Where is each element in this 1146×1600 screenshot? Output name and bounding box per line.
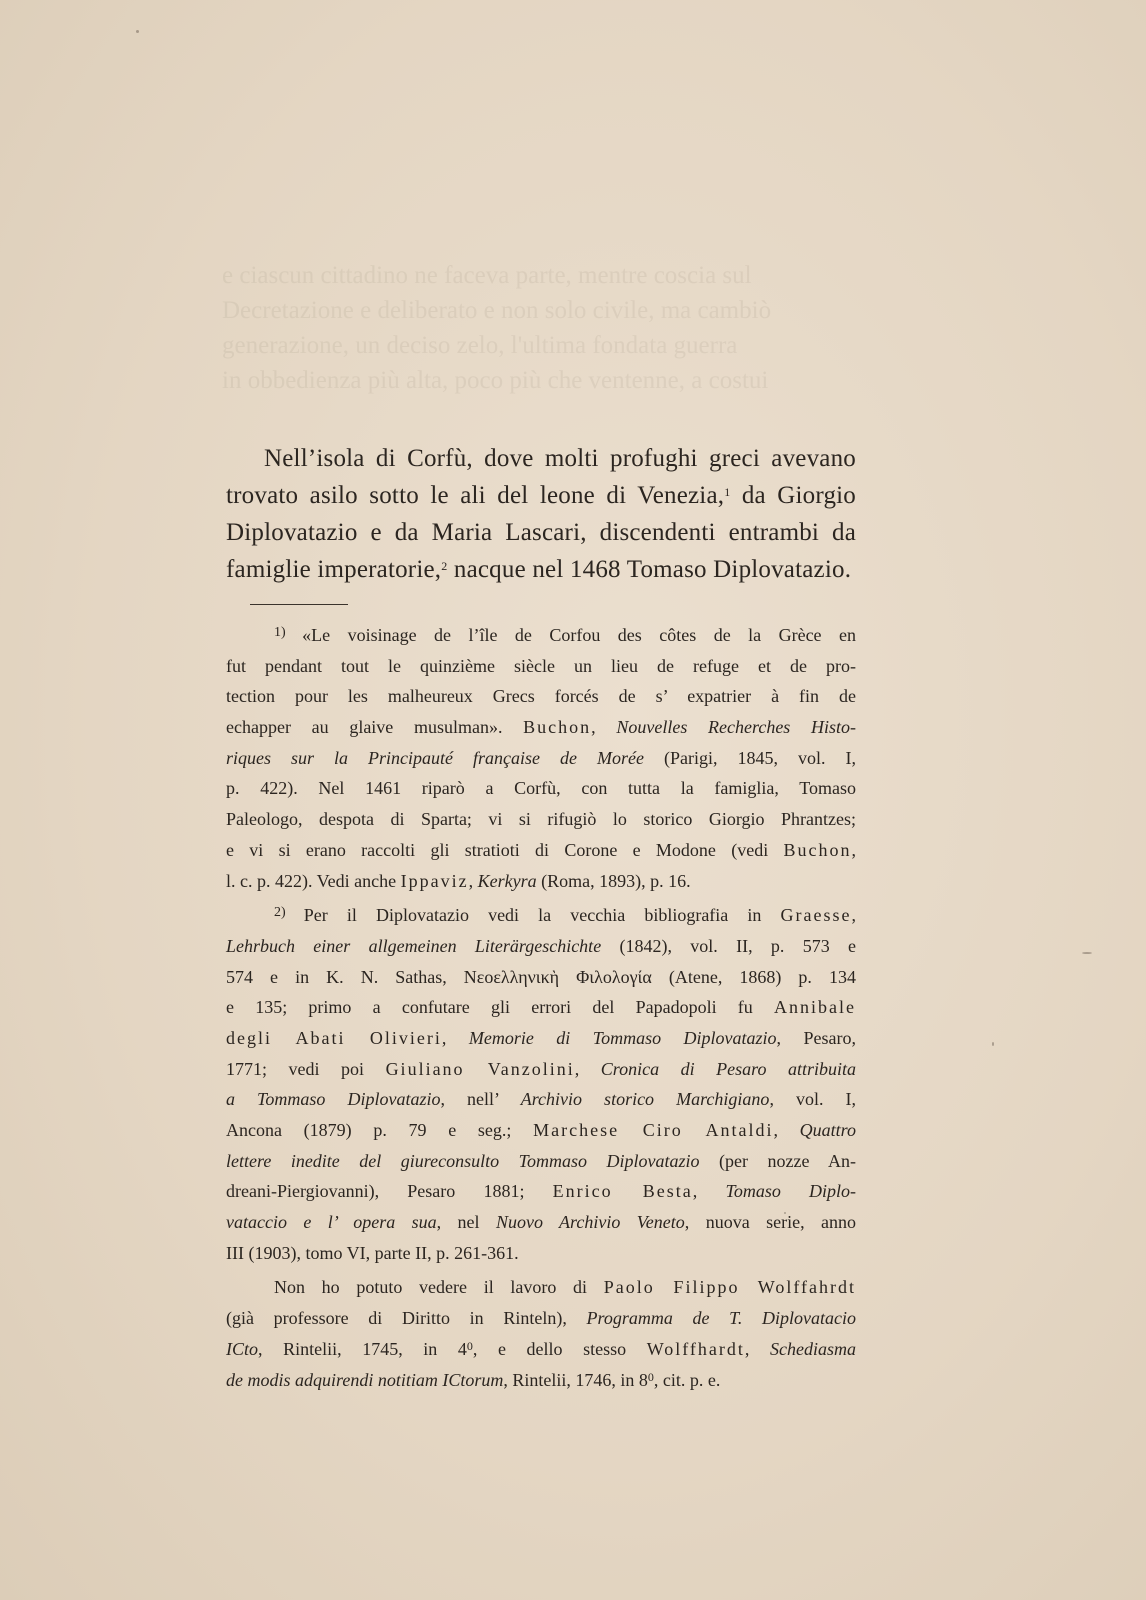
footnote-text: 0 bbox=[466, 1338, 473, 1353]
footnote-number: 2) bbox=[274, 905, 304, 921]
footnote-text: (1842), vol. II, p. 573 e bbox=[601, 935, 856, 956]
footnote-text: (Parigi, 1845, vol. I, bbox=[643, 747, 856, 768]
footnote-text: (già professore di Diritto in Rinteln), bbox=[226, 1308, 587, 1329]
footnote-text: tection pour les malheureux Grecs forcés de s’ expatrier à fin de bbox=[226, 686, 856, 707]
footnote-text: echapper au glaive musulman». bbox=[226, 717, 524, 738]
footnote-line bbox=[226, 1272, 856, 1303]
footnote-line bbox=[226, 1115, 856, 1146]
bleedthrough-text bbox=[222, 258, 862, 398]
bleedthrough-line: e ciascun cittadino ne faceva parte, mentre coscia sul bbox=[222, 262, 752, 289]
author-name: Annibale bbox=[774, 997, 856, 1018]
citation-title: Kerkyra bbox=[477, 870, 537, 891]
footnote-line bbox=[226, 773, 856, 804]
footnote-text: , bbox=[468, 870, 478, 891]
footnote-text: 574 e in K. N. Sathas, Νεοελληνικὴ Φιλολογία (Atene, 1868) p. 134 bbox=[226, 966, 856, 987]
footnote-ref: 1 bbox=[724, 485, 731, 499]
main-text-span: trovato asilo sotto le ali del leone di Venezia, bbox=[226, 482, 725, 509]
main-text-span: nacque nel 1468 Tomaso Diplovatazio. bbox=[447, 556, 852, 583]
main-text-span: famiglie imperatorie, bbox=[226, 556, 442, 583]
footnote-text: dreani-Piergiovanni), Pesaro 1881; bbox=[226, 1181, 553, 1202]
footnote-text: , bbox=[773, 1120, 800, 1140]
footnote-text: 1771; vedi poi bbox=[226, 1058, 386, 1079]
footnote-line bbox=[226, 712, 856, 743]
paper-speck bbox=[136, 30, 139, 33]
citation-title: Nouvelles Recherches Histo- bbox=[616, 717, 856, 738]
footnote-text: , bbox=[851, 905, 856, 926]
citation-title: Nuovo Archivio Veneto bbox=[495, 1212, 685, 1233]
citation-title: Programma de T. Diplovatacio bbox=[586, 1308, 857, 1329]
footnote-text: , Rintelii, 1746, in 8 bbox=[503, 1369, 648, 1390]
footnote-text: (Roma, 1893), p. 16. bbox=[536, 870, 691, 891]
bleedthrough-line: in obbedienza più alta, poco più che ventenne, a costui bbox=[222, 367, 769, 394]
author-name: Graesse bbox=[780, 905, 852, 926]
footnote-text: , bbox=[591, 717, 617, 738]
footnote-text: Ancona (1879) p. 79 e seg.; bbox=[226, 1120, 534, 1140]
footnote-text: «Le voisinage de l’île de Corfou des côtes de la Grèce en bbox=[302, 625, 856, 645]
author-name: Enrico Besta bbox=[552, 1181, 693, 1202]
citation-title: lettere inedite del giureconsulto Tommaso Diplovatazio bbox=[226, 1150, 700, 1171]
citation-title: Cronica di Pesaro attribuita bbox=[600, 1058, 857, 1079]
footnote-line bbox=[226, 835, 856, 866]
citation-title: ICto bbox=[226, 1338, 259, 1359]
main-text-span: Nell’isola di Corfù, dove molti profughi greci avevano bbox=[264, 445, 856, 472]
footnote-line bbox=[226, 962, 856, 993]
footnote-text: , bbox=[692, 1181, 726, 1202]
citation-title: Memorie di Tommaso Diplovatazio bbox=[468, 1027, 777, 1048]
author-name: Paolo Filippo Wolffahrdt bbox=[603, 1277, 857, 1298]
main-text-line bbox=[226, 477, 856, 514]
footnote-line bbox=[226, 900, 856, 931]
footnote-text: , Rintelii, 1745, in 4 bbox=[258, 1338, 467, 1359]
author-name: Buchon bbox=[523, 717, 592, 738]
footnote-text: p. 422). Nel 1461 riparò a Corfù, con tutta la famiglia, Tomaso bbox=[226, 778, 856, 799]
footnote-text: , bbox=[851, 839, 856, 860]
footnote-line bbox=[226, 1238, 856, 1269]
bleedthrough-line: Decretazione e deliberato e non solo civile, ma cambiò bbox=[222, 297, 772, 324]
footnote-text: , nuova serie, anno bbox=[684, 1212, 856, 1233]
footnote-line bbox=[226, 1334, 856, 1365]
main-text-line bbox=[226, 440, 856, 477]
footnote-text: , bbox=[441, 1027, 469, 1048]
paper-speck bbox=[784, 1212, 786, 1214]
paper-speck bbox=[992, 1042, 994, 1046]
footnote-line bbox=[226, 866, 856, 897]
main-text-line bbox=[226, 551, 856, 588]
footnotes bbox=[226, 620, 856, 1395]
author-name: Buchon bbox=[783, 839, 852, 860]
main-text-line bbox=[226, 514, 856, 551]
footnote-line bbox=[226, 1303, 856, 1334]
citation-title: de modis adquirendi notitiam ICtorum bbox=[226, 1369, 504, 1390]
footnote-text: , cit. p. e. bbox=[653, 1369, 721, 1390]
footnote-text: l. c. p. 422). Vedi anche bbox=[226, 870, 401, 891]
author-name: Ippaviz bbox=[400, 870, 469, 891]
footnote-text: Non ho potuto vedere il lavoro di bbox=[274, 1277, 604, 1298]
author-name: Wolffhardt bbox=[646, 1338, 745, 1359]
footnote-number: 1) bbox=[274, 625, 303, 640]
footnote-line bbox=[226, 1054, 856, 1085]
footnote-text: e 135; primo a confutare gli errori del Papadopoli fu bbox=[226, 997, 775, 1018]
footnote-line bbox=[226, 1146, 856, 1177]
main-paragraph bbox=[226, 440, 856, 588]
footnote-line bbox=[226, 1207, 856, 1238]
author-name: Giuliano Vanzolini bbox=[385, 1058, 575, 1079]
footnote-separator bbox=[250, 604, 348, 605]
main-text-span: Diplovatazio e da Maria Lascari, discendenti entrambi da bbox=[226, 519, 856, 546]
footnote-line bbox=[226, 1084, 856, 1115]
citation-title: Tomaso Diplo- bbox=[725, 1181, 856, 1202]
footnote-line bbox=[226, 1176, 856, 1207]
citation-title: Quattro bbox=[799, 1120, 857, 1140]
author-name: Marchese Ciro Antaldi bbox=[533, 1120, 774, 1140]
author-name: degli Abati Olivieri bbox=[226, 1027, 442, 1048]
footnote-line bbox=[226, 651, 856, 682]
footnote-text: (per nozze An- bbox=[699, 1150, 856, 1171]
footnote-text: , nell’ bbox=[440, 1089, 521, 1110]
footnote-text: Paleologo, despota di Sparta; vi si rifugiò lo storico Giorgio Phrantzes; bbox=[226, 809, 856, 830]
footnote-text: , vol. I, bbox=[769, 1089, 857, 1110]
footnote-text: , bbox=[574, 1058, 601, 1079]
footnote-line bbox=[226, 992, 856, 1023]
paper-speck bbox=[1082, 952, 1092, 954]
citation-title: a Tommaso Diplovatazio bbox=[226, 1089, 441, 1110]
footnote-text: , nel bbox=[436, 1212, 496, 1233]
citation-title: riques sur la Principauté française de Morée bbox=[226, 747, 644, 768]
footnote-line bbox=[226, 743, 856, 774]
footnote-line bbox=[226, 1365, 856, 1396]
footnote-text: fut pendant tout le quinzième siècle un lieu de refuge et de pro- bbox=[226, 655, 856, 676]
footnote-text: , bbox=[744, 1338, 771, 1359]
footnote-text: , Pesaro, bbox=[776, 1027, 856, 1048]
footnote-line bbox=[226, 681, 856, 712]
citation-title: Archivio storico Marchigiano bbox=[520, 1089, 770, 1110]
footnote-text: 0 bbox=[647, 1369, 654, 1384]
main-text-span: da Giorgio bbox=[730, 482, 856, 509]
footnote-text: e vi si erano raccolti gli stratioti di Corone e Modone (vedi bbox=[226, 839, 784, 860]
citation-title: vataccio e l’ opera sua bbox=[226, 1212, 437, 1233]
footnote-line bbox=[226, 620, 856, 651]
footnote-text: III (1903), tomo VI, parte II, p. 261-361. bbox=[226, 1242, 519, 1263]
bleedthrough-line: generazione, un deciso zelo, l'ultima fondata guerra bbox=[222, 332, 738, 359]
footnote-line bbox=[226, 804, 856, 835]
citation-title: Lehrbuch einer allgemeinen Literärgeschichte bbox=[226, 935, 602, 956]
citation-title: Schediasma bbox=[770, 1338, 856, 1359]
footnote-line bbox=[226, 931, 856, 962]
footnote-text: Per il Diplovatazio vedi la vecchia bibliografia in bbox=[303, 905, 781, 926]
footnote-line bbox=[226, 1023, 856, 1054]
footnote-ref: 2 bbox=[441, 559, 448, 573]
footnote-text: , e dello stesso bbox=[472, 1338, 647, 1359]
